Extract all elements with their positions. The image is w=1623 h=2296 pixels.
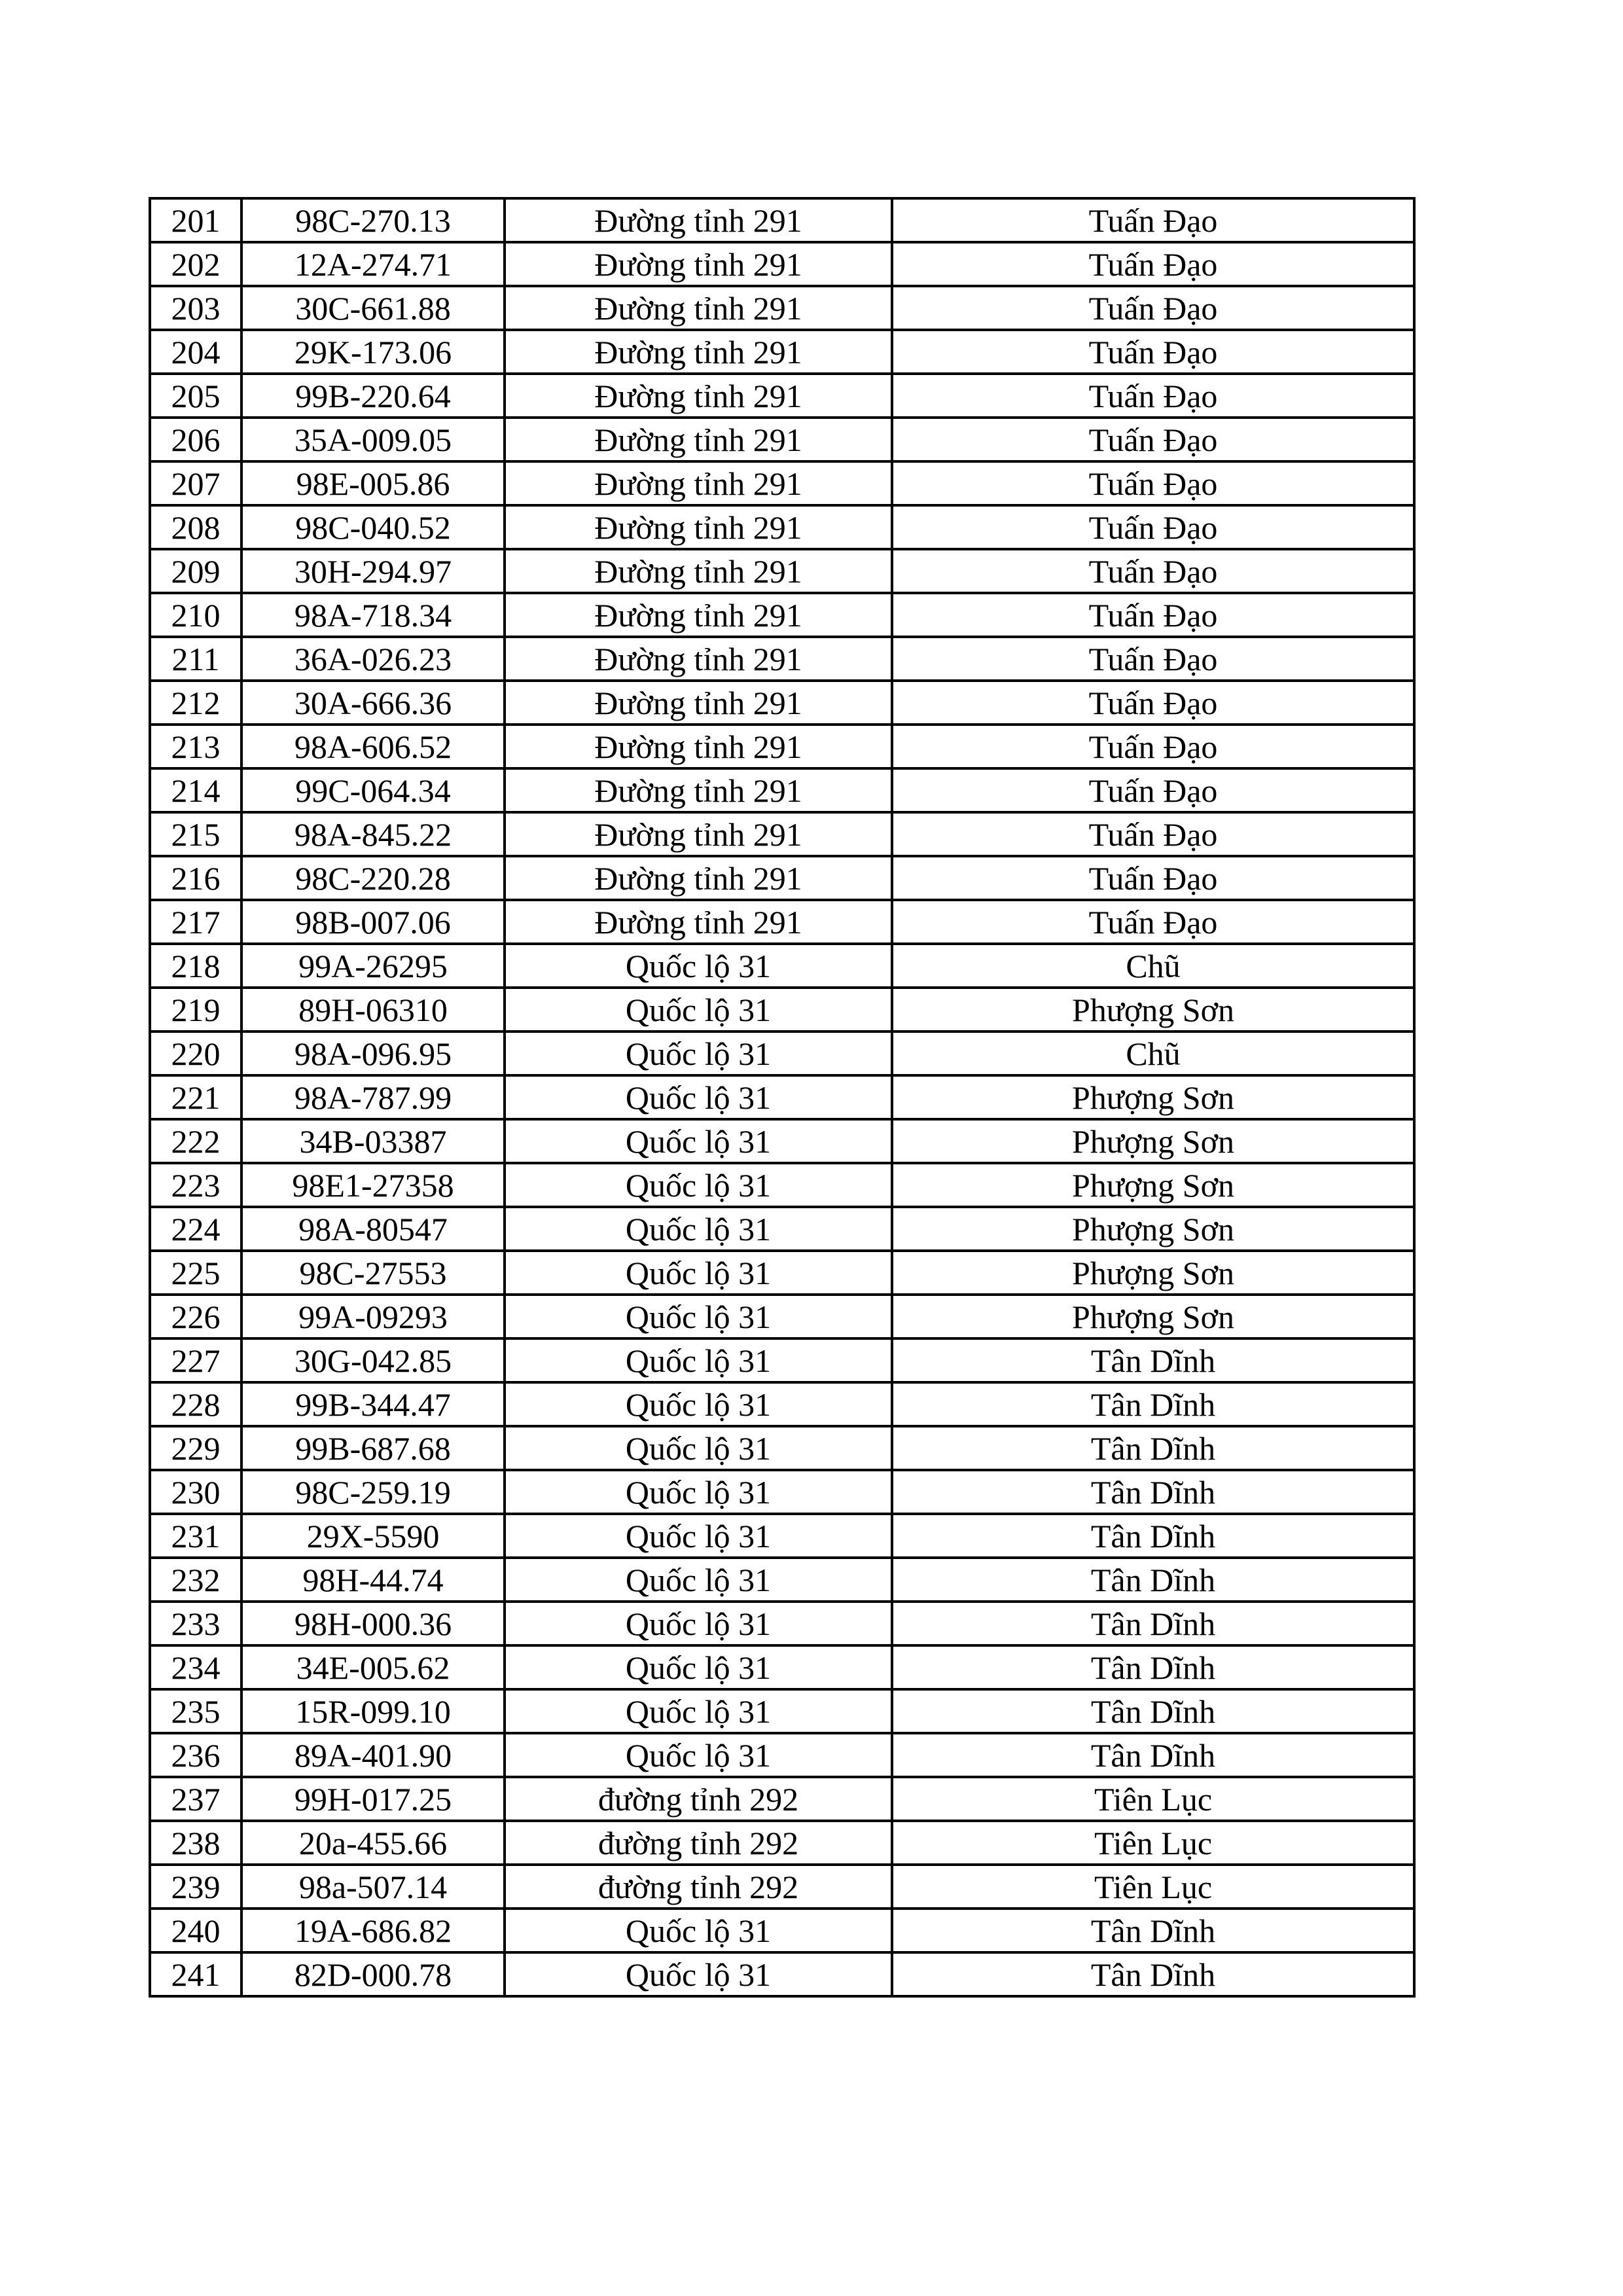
road-cell: Quốc lộ 31: [505, 1119, 892, 1163]
row-number-cell: 209: [150, 549, 241, 593]
row-number-cell: 220: [150, 1031, 241, 1075]
license-plate-cell: 98H-000.36: [241, 1602, 505, 1645]
license-plate-cell: 34E-005.62: [241, 1645, 505, 1689]
row-number-cell: 241: [150, 1952, 241, 1996]
road-cell: Quốc lộ 31: [505, 1558, 892, 1602]
road-cell: Đường tỉnh 291: [505, 505, 892, 549]
table-row: [150, 944, 1414, 988]
license-plate-cell: 99C-064.34: [241, 768, 505, 812]
location-cell: Tuấn Đạo: [892, 461, 1414, 505]
row-number-cell: 201: [150, 198, 241, 242]
license-plate-cell: 35A-009.05: [241, 418, 505, 461]
license-plate-cell: 98B-007.06: [241, 900, 505, 944]
road-cell: Đường tỉnh 291: [505, 856, 892, 900]
road-cell: Quốc lộ 31: [505, 988, 892, 1031]
row-number-cell: 216: [150, 856, 241, 900]
road-cell: Quốc lộ 31: [505, 1075, 892, 1119]
road-cell: Đường tỉnh 291: [505, 900, 892, 944]
row-number-cell: 205: [150, 374, 241, 418]
license-plate-cell: 30H-294.97: [241, 549, 505, 593]
row-number-cell: 218: [150, 944, 241, 988]
license-plate-cell: 98H-44.74: [241, 1558, 505, 1602]
location-cell: Tiên Lục: [892, 1777, 1414, 1821]
table-row: [150, 461, 1414, 505]
road-cell: Quốc lộ 31: [505, 1382, 892, 1426]
license-plate-cell: 98A-096.95: [241, 1031, 505, 1075]
license-plate-cell: 98A-80547: [241, 1207, 505, 1251]
road-cell: Đường tỉnh 291: [505, 637, 892, 681]
location-cell: Tuấn Đạo: [892, 330, 1414, 374]
table-row: [150, 1602, 1414, 1645]
license-plate-cell: 30C-661.88: [241, 286, 505, 330]
row-number-cell: 240: [150, 1909, 241, 1952]
road-cell: Đường tỉnh 291: [505, 593, 892, 637]
license-plate-cell: 82D-000.78: [241, 1952, 505, 1996]
row-number-cell: 211: [150, 637, 241, 681]
table-row: [150, 1207, 1414, 1251]
road-cell: đường tỉnh 292: [505, 1777, 892, 1821]
row-number-cell: 208: [150, 505, 241, 549]
road-cell: Đường tỉnh 291: [505, 242, 892, 286]
road-cell: Quốc lộ 31: [505, 1338, 892, 1382]
road-cell: Đường tỉnh 291: [505, 725, 892, 768]
location-cell: Phượng Sơn: [892, 1119, 1414, 1163]
table-row: [150, 1645, 1414, 1689]
road-cell: Quốc lộ 31: [505, 1514, 892, 1558]
license-plate-cell: 99A-09293: [241, 1295, 505, 1338]
location-cell: Tuấn Đạo: [892, 637, 1414, 681]
table-row: [150, 1382, 1414, 1426]
row-number-cell: 226: [150, 1295, 241, 1338]
road-cell: Quốc lộ 31: [505, 1689, 892, 1733]
row-number-cell: 236: [150, 1733, 241, 1777]
road-cell: Đường tỉnh 291: [505, 286, 892, 330]
location-cell: Tiên Lục: [892, 1865, 1414, 1909]
location-cell: Tuấn Đạo: [892, 768, 1414, 812]
license-plate-cell: 29X-5590: [241, 1514, 505, 1558]
location-cell: Tuấn Đạo: [892, 549, 1414, 593]
table-row: [150, 1558, 1414, 1602]
row-number-cell: 228: [150, 1382, 241, 1426]
row-number-cell: 237: [150, 1777, 241, 1821]
license-plate-cell: 98E-005.86: [241, 461, 505, 505]
road-cell: Đường tỉnh 291: [505, 374, 892, 418]
table-row: [150, 593, 1414, 637]
row-number-cell: 233: [150, 1602, 241, 1645]
table-row: [150, 242, 1414, 286]
table-row: [150, 1119, 1414, 1163]
row-number-cell: 217: [150, 900, 241, 944]
license-plate-cell: 99B-344.47: [241, 1382, 505, 1426]
table-row: [150, 1909, 1414, 1952]
location-cell: Tân Dĩnh: [892, 1689, 1414, 1733]
road-cell: Đường tỉnh 291: [505, 330, 892, 374]
road-cell: Quốc lộ 31: [505, 1952, 892, 1996]
row-number-cell: 225: [150, 1251, 241, 1295]
table-row: [150, 900, 1414, 944]
row-number-cell: 222: [150, 1119, 241, 1163]
license-plate-cell: 30G-042.85: [241, 1338, 505, 1382]
location-cell: Tiên Lục: [892, 1821, 1414, 1865]
row-number-cell: 207: [150, 461, 241, 505]
location-cell: Tân Dĩnh: [892, 1952, 1414, 1996]
road-cell: Đường tỉnh 291: [505, 681, 892, 725]
location-cell: Tân Dĩnh: [892, 1514, 1414, 1558]
row-number-cell: 202: [150, 242, 241, 286]
location-cell: Phượng Sơn: [892, 988, 1414, 1031]
table-row: [150, 812, 1414, 856]
table-row: [150, 549, 1414, 593]
road-cell: Quốc lộ 31: [505, 1426, 892, 1470]
row-number-cell: 223: [150, 1163, 241, 1207]
row-number-cell: 229: [150, 1426, 241, 1470]
road-cell: Đường tỉnh 291: [505, 198, 892, 242]
license-plate-cell: 20a-455.66: [241, 1821, 505, 1865]
table-row: [150, 1338, 1414, 1382]
location-cell: Tuấn Đạo: [892, 812, 1414, 856]
license-plate-cell: 89A-401.90: [241, 1733, 505, 1777]
license-plate-cell: 98A-718.34: [241, 593, 505, 637]
license-plate-cell: 30A-666.36: [241, 681, 505, 725]
license-plate-cell: 34B-03387: [241, 1119, 505, 1163]
table-row: [150, 1163, 1414, 1207]
license-plate-cell: 98A-787.99: [241, 1075, 505, 1119]
row-number-cell: 204: [150, 330, 241, 374]
license-plate-cell: 89H-06310: [241, 988, 505, 1031]
location-cell: Tuấn Đạo: [892, 593, 1414, 637]
road-cell: Quốc lộ 31: [505, 1207, 892, 1251]
license-plate-cell: 19A-686.82: [241, 1909, 505, 1952]
table-row: [150, 988, 1414, 1031]
table-row: [150, 374, 1414, 418]
row-number-cell: 215: [150, 812, 241, 856]
table-row: [150, 505, 1414, 549]
license-plate-cell: 98C-259.19: [241, 1470, 505, 1514]
location-cell: Tân Dĩnh: [892, 1645, 1414, 1689]
license-plate-cell: 99B-687.68: [241, 1426, 505, 1470]
road-cell: Quốc lộ 31: [505, 1645, 892, 1689]
table-row: [150, 1295, 1414, 1338]
location-cell: Tân Dĩnh: [892, 1909, 1414, 1952]
table-row: [150, 1470, 1414, 1514]
road-cell: Quốc lộ 31: [505, 1602, 892, 1645]
table-row: [150, 1689, 1414, 1733]
row-number-cell: 227: [150, 1338, 241, 1382]
license-plate-cell: 98E1-27358: [241, 1163, 505, 1207]
row-number-cell: 238: [150, 1821, 241, 1865]
row-number-cell: 214: [150, 768, 241, 812]
license-plate-cell: 36A-026.23: [241, 637, 505, 681]
license-plate-cell: 99A-26295: [241, 944, 505, 988]
table-row: [150, 1031, 1414, 1075]
location-cell: Tân Dĩnh: [892, 1602, 1414, 1645]
location-cell: Tuấn Đạo: [892, 856, 1414, 900]
license-plate-cell: 98C-27553: [241, 1251, 505, 1295]
license-plate-cell: 98A-845.22: [241, 812, 505, 856]
table-row: [150, 1952, 1414, 1996]
table-row: [150, 198, 1414, 242]
table-row: [150, 330, 1414, 374]
license-plate-cell: 99H-017.25: [241, 1777, 505, 1821]
location-cell: Phượng Sơn: [892, 1075, 1414, 1119]
license-plate-cell: 12A-274.71: [241, 242, 505, 286]
location-cell: Phượng Sơn: [892, 1295, 1414, 1338]
road-cell: Quốc lộ 31: [505, 1295, 892, 1338]
location-cell: Tân Dĩnh: [892, 1470, 1414, 1514]
license-plate-cell: 98C-220.28: [241, 856, 505, 900]
table-row: [150, 1075, 1414, 1119]
location-cell: Chũ: [892, 1031, 1414, 1075]
road-cell: Đường tỉnh 291: [505, 812, 892, 856]
license-plate-cell: 98A-606.52: [241, 725, 505, 768]
table-row: [150, 1821, 1414, 1865]
row-number-cell: 234: [150, 1645, 241, 1689]
location-cell: Tân Dĩnh: [892, 1382, 1414, 1426]
road-cell: Đường tỉnh 291: [505, 461, 892, 505]
row-number-cell: 230: [150, 1470, 241, 1514]
row-number-cell: 213: [150, 725, 241, 768]
license-plate-cell: 98C-040.52: [241, 505, 505, 549]
table-row: [150, 1426, 1414, 1470]
location-cell: Tuấn Đạo: [892, 681, 1414, 725]
license-plate-cell: 99B-220.64: [241, 374, 505, 418]
road-cell: Đường tỉnh 291: [505, 418, 892, 461]
table-row: [150, 418, 1414, 461]
row-number-cell: 206: [150, 418, 241, 461]
table-body: [150, 198, 1414, 1996]
row-number-cell: 235: [150, 1689, 241, 1733]
location-cell: Tuấn Đạo: [892, 242, 1414, 286]
vehicle-violation-table: [149, 197, 1416, 1998]
road-cell: Quốc lộ 31: [505, 1251, 892, 1295]
location-cell: Phượng Sơn: [892, 1163, 1414, 1207]
row-number-cell: 239: [150, 1865, 241, 1909]
road-cell: đường tỉnh 292: [505, 1821, 892, 1865]
location-cell: Tuấn Đạo: [892, 418, 1414, 461]
license-plate-cell: 29K-173.06: [241, 330, 505, 374]
license-plate-cell: 98a-507.14: [241, 1865, 505, 1909]
location-cell: Tuấn Đạo: [892, 198, 1414, 242]
table-row: [150, 768, 1414, 812]
location-cell: Tân Dĩnh: [892, 1733, 1414, 1777]
table-row: [150, 1777, 1414, 1821]
location-cell: Phượng Sơn: [892, 1207, 1414, 1251]
table-row: [150, 286, 1414, 330]
road-cell: Quốc lộ 31: [505, 1909, 892, 1952]
table-row: [150, 725, 1414, 768]
location-cell: Tuấn Đạo: [892, 900, 1414, 944]
location-cell: Tuấn Đạo: [892, 725, 1414, 768]
table-row: [150, 1251, 1414, 1295]
location-cell: Tân Dĩnh: [892, 1338, 1414, 1382]
location-cell: Phượng Sơn: [892, 1251, 1414, 1295]
location-cell: Tuấn Đạo: [892, 374, 1414, 418]
location-cell: Chũ: [892, 944, 1414, 988]
location-cell: Tân Dĩnh: [892, 1426, 1414, 1470]
license-plate-cell: 15R-099.10: [241, 1689, 505, 1733]
table-row: [150, 1514, 1414, 1558]
location-cell: Tân Dĩnh: [892, 1558, 1414, 1602]
table-row: [150, 637, 1414, 681]
row-number-cell: 232: [150, 1558, 241, 1602]
table-row: [150, 856, 1414, 900]
road-cell: đường tỉnh 292: [505, 1865, 892, 1909]
table-row: [150, 1865, 1414, 1909]
row-number-cell: 210: [150, 593, 241, 637]
row-number-cell: 231: [150, 1514, 241, 1558]
road-cell: Đường tỉnh 291: [505, 549, 892, 593]
row-number-cell: 203: [150, 286, 241, 330]
road-cell: Quốc lộ 31: [505, 944, 892, 988]
road-cell: Quốc lộ 31: [505, 1163, 892, 1207]
row-number-cell: 224: [150, 1207, 241, 1251]
road-cell: Quốc lộ 31: [505, 1031, 892, 1075]
table-row: [150, 1733, 1414, 1777]
road-cell: Quốc lộ 31: [505, 1470, 892, 1514]
road-cell: Đường tỉnh 291: [505, 768, 892, 812]
road-cell: Quốc lộ 31: [505, 1733, 892, 1777]
table-row: [150, 681, 1414, 725]
license-plate-cell: 98C-270.13: [241, 198, 505, 242]
location-cell: Tuấn Đạo: [892, 505, 1414, 549]
row-number-cell: 212: [150, 681, 241, 725]
location-cell: Tuấn Đạo: [892, 286, 1414, 330]
row-number-cell: 219: [150, 988, 241, 1031]
row-number-cell: 221: [150, 1075, 241, 1119]
